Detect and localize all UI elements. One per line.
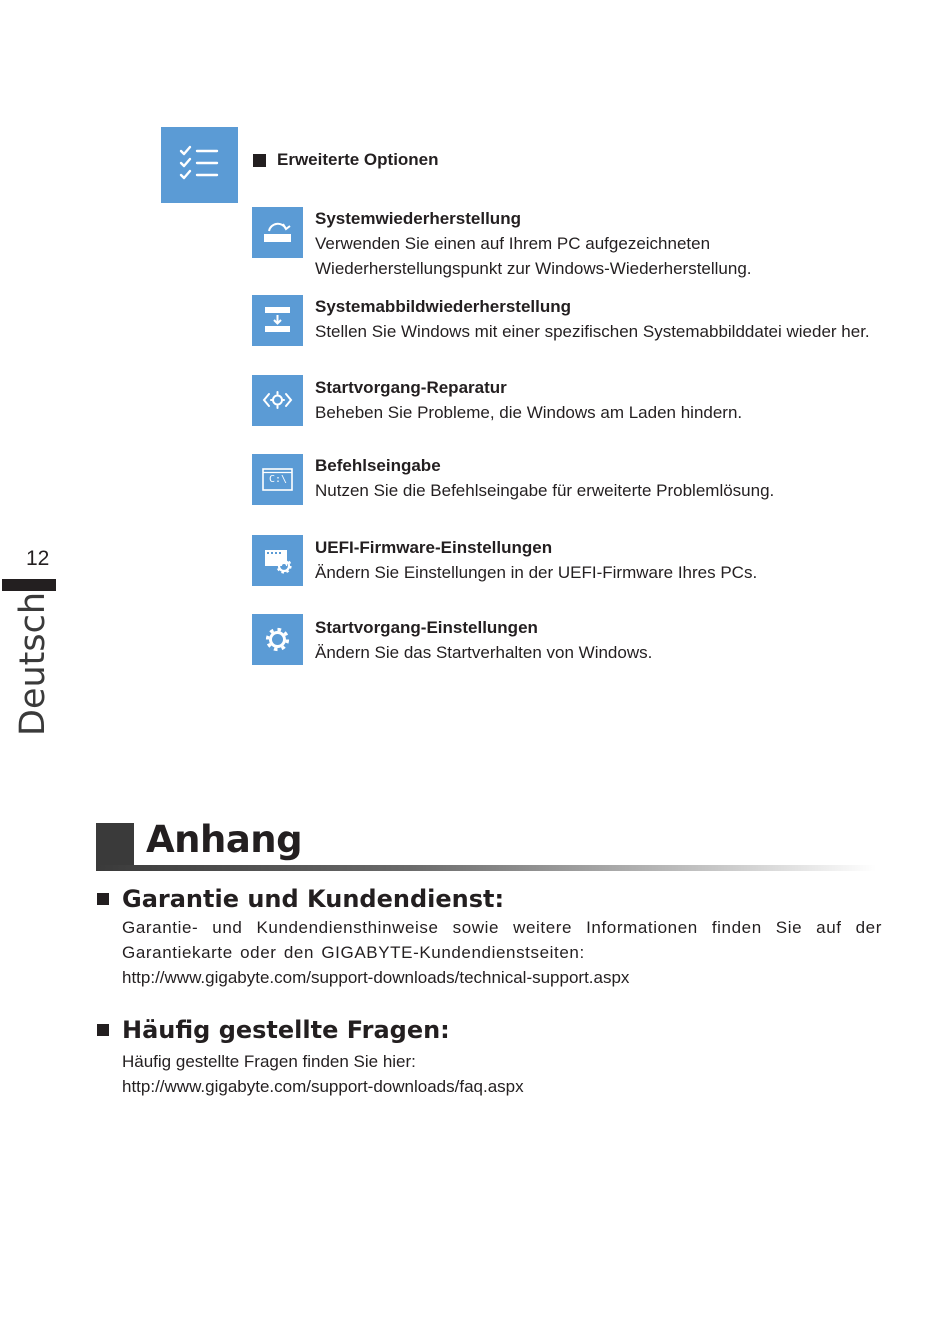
option-title: Systemwiederherstellung [315, 209, 521, 228]
option-title: UEFI-Firmware-Einstellungen [315, 538, 553, 557]
option-uefi-settings[interactable] [315, 535, 915, 585]
section-heading-text: Häufig gestellte Fragen: [122, 1016, 450, 1044]
option-title: Systemabbildwiederherstellung [315, 297, 572, 316]
checklist-icon [161, 127, 238, 203]
section-title-text: Erweiterte Optionen [277, 150, 439, 169]
option-title: Startvorgang-Reparatur [315, 378, 507, 397]
startup-repair-icon [252, 375, 303, 426]
option-startup-repair[interactable] [315, 375, 915, 425]
option-title: Befehlseingabe [315, 456, 441, 475]
option-system-image[interactable] [315, 294, 915, 344]
gear-icon [252, 614, 303, 665]
option-description: Ändern Sie das Startverhalten von Windows. [315, 643, 653, 662]
language-label: Deutsch [13, 591, 53, 737]
option-title: Startvorgang-Einstellungen [315, 618, 538, 637]
uefi-settings-icon [252, 535, 303, 586]
bullet-square [97, 1024, 109, 1036]
option-description: Nutzen Sie die Befehlseingabe für erweiterte Problemlösung. [315, 481, 775, 500]
bullet-square [253, 154, 266, 167]
option-description: Stellen Sie Windows mit einer spezifischen Systemabbilddatei wieder her. [315, 322, 870, 341]
bullet-square [97, 893, 109, 905]
system-restore-icon [252, 207, 303, 258]
section-body [122, 915, 882, 990]
command-prompt-label: C:\ [269, 474, 288, 485]
option-system-restore[interactable] [315, 206, 915, 281]
option-startup-settings[interactable] [315, 615, 915, 665]
support-link[interactable]: http://www.gigabyte.com/support-downloads/technical-support.aspx [122, 968, 630, 987]
section-heading [97, 885, 504, 913]
command-prompt-icon [252, 454, 303, 505]
section-text: Häufig gestellte Fragen finden Sie hier: [122, 1052, 416, 1071]
option-description: Ändern Sie Einstellungen in der UEFI-Firmware Ihres PCs. [315, 563, 758, 582]
section-body [122, 1049, 882, 1099]
option-command-prompt[interactable] [315, 453, 915, 503]
appendix-marker [96, 823, 134, 870]
side-tab-bar [2, 579, 56, 591]
section-heading [97, 1016, 450, 1044]
section-text: Garantie- und Kundendiensthinweise sowie weitere Informationen finden Sie auf der Garantiekarte oder den GIGABYTE-Kundendienstseiten: [122, 918, 882, 962]
faq-link[interactable]: http://www.gigabyte.com/support-downloads/faq.aspx [122, 1077, 524, 1096]
appendix-title: Anhang [146, 818, 303, 861]
page-number: 12 [26, 547, 50, 570]
option-description: Verwenden Sie einen auf Ihrem PC aufgezeichneten Wiederherstellungspunkt zur Windows-Wiederherstellung. [315, 234, 752, 278]
section-title [253, 150, 439, 170]
system-image-icon [252, 295, 303, 346]
appendix-underline [96, 865, 876, 871]
option-description: Beheben Sie Probleme, die Windows am Laden hindern. [315, 403, 743, 422]
section-heading-text: Garantie und Kundendienst: [122, 885, 505, 913]
